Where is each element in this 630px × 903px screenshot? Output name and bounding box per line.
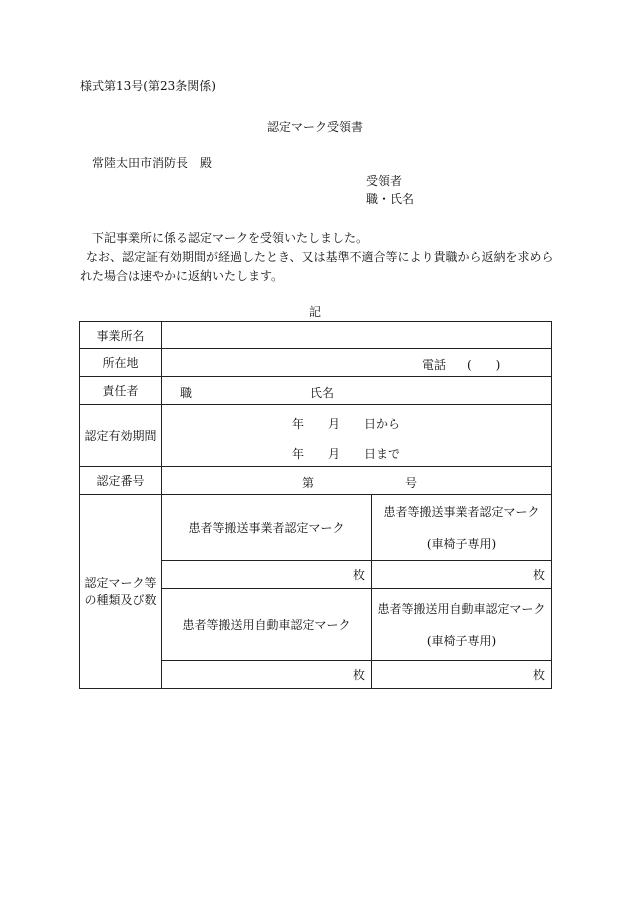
responsible-label: 責任者 bbox=[80, 377, 162, 405]
table-row-location bbox=[80, 349, 552, 377]
cert-number-label: 認定番号 bbox=[80, 467, 162, 495]
table-row-cert-number bbox=[80, 467, 552, 495]
mark2-name: 患者等搬送用自動車認定マーク bbox=[162, 589, 372, 661]
responsible-field[interactable] bbox=[162, 377, 552, 405]
phone-paren: ( ) bbox=[467, 358, 501, 372]
mark2-wheelchair-line2: (車椅子専用) bbox=[426, 633, 497, 648]
responsible-name-label: 氏名 bbox=[310, 386, 335, 400]
cert-go: 号 bbox=[405, 476, 418, 490]
validity-label: 認定有効期間 bbox=[80, 405, 162, 467]
mark1-count-unit: 枚 bbox=[352, 568, 365, 582]
location-label: 所在地 bbox=[80, 349, 162, 377]
mark2-count-unit: 枚 bbox=[352, 668, 365, 682]
business-name-field[interactable] bbox=[162, 322, 552, 349]
marks-label bbox=[80, 495, 162, 689]
phone-label: 電話 bbox=[422, 358, 447, 372]
marks-label-line2: の種類及び数 bbox=[84, 592, 157, 607]
mark2-count-field[interactable] bbox=[162, 661, 372, 689]
mark1-count-field[interactable] bbox=[162, 561, 372, 589]
mark1-wheelchair-count-field[interactable] bbox=[372, 561, 552, 589]
receipt-table bbox=[79, 321, 552, 689]
mark1-wheelchair-line1: 患者等搬送事業者認定マーク bbox=[383, 504, 540, 519]
body-paragraph-1: 下記事業所に係る認定マークを受領いたしました。 bbox=[92, 231, 369, 245]
mark1-name: 患者等搬送事業者認定マーク bbox=[162, 495, 372, 561]
mark1-wheelchair-line2: (車椅子専用) bbox=[426, 536, 497, 551]
validity-field[interactable] bbox=[162, 405, 552, 467]
mark2-wheelchair-line1: 患者等搬送用自動車認定マーク bbox=[377, 601, 546, 616]
ki-heading: 記 bbox=[308, 305, 321, 319]
validity-to: 年 月 日まで bbox=[292, 447, 401, 461]
table-row-validity bbox=[80, 405, 552, 467]
responsible-shoku-label: 職 bbox=[180, 386, 193, 400]
document-title: 認定マーク受領書 bbox=[266, 120, 363, 134]
mark2-wheelchair-count-unit: 枚 bbox=[532, 668, 545, 682]
recipient-name-label: 職・氏名 bbox=[366, 192, 415, 206]
cert-dai: 第 bbox=[302, 476, 315, 490]
business-name-label: 事業所名 bbox=[80, 322, 162, 349]
location-field[interactable] bbox=[162, 349, 552, 377]
marks-label-line1: 認定マーク等 bbox=[84, 575, 157, 590]
mark2-wheelchair bbox=[372, 589, 552, 661]
body-text bbox=[80, 229, 555, 286]
form-number: 様式第13号(第23条関係) bbox=[80, 79, 216, 93]
mark1-wheelchair bbox=[372, 495, 552, 561]
table-row-business-name bbox=[80, 322, 552, 349]
mark1-wheelchair-count-unit: 枚 bbox=[532, 568, 545, 582]
validity-from: 年 月 日から bbox=[292, 417, 401, 431]
recipient-label: 受領者 bbox=[366, 174, 403, 188]
addressee: 常陸太田市消防長 殿 bbox=[92, 156, 213, 170]
cert-number-field[interactable] bbox=[162, 467, 552, 495]
mark2-wheelchair-count-field[interactable] bbox=[372, 661, 552, 689]
table-row-responsible bbox=[80, 377, 552, 405]
body-paragraph-2: なお、認定証有効期間が経過したとき、又は基準不適合等により貴職から返納を求められた場合は速やかに返納いたします。 bbox=[80, 250, 554, 283]
table-row-mark1 bbox=[80, 495, 552, 561]
